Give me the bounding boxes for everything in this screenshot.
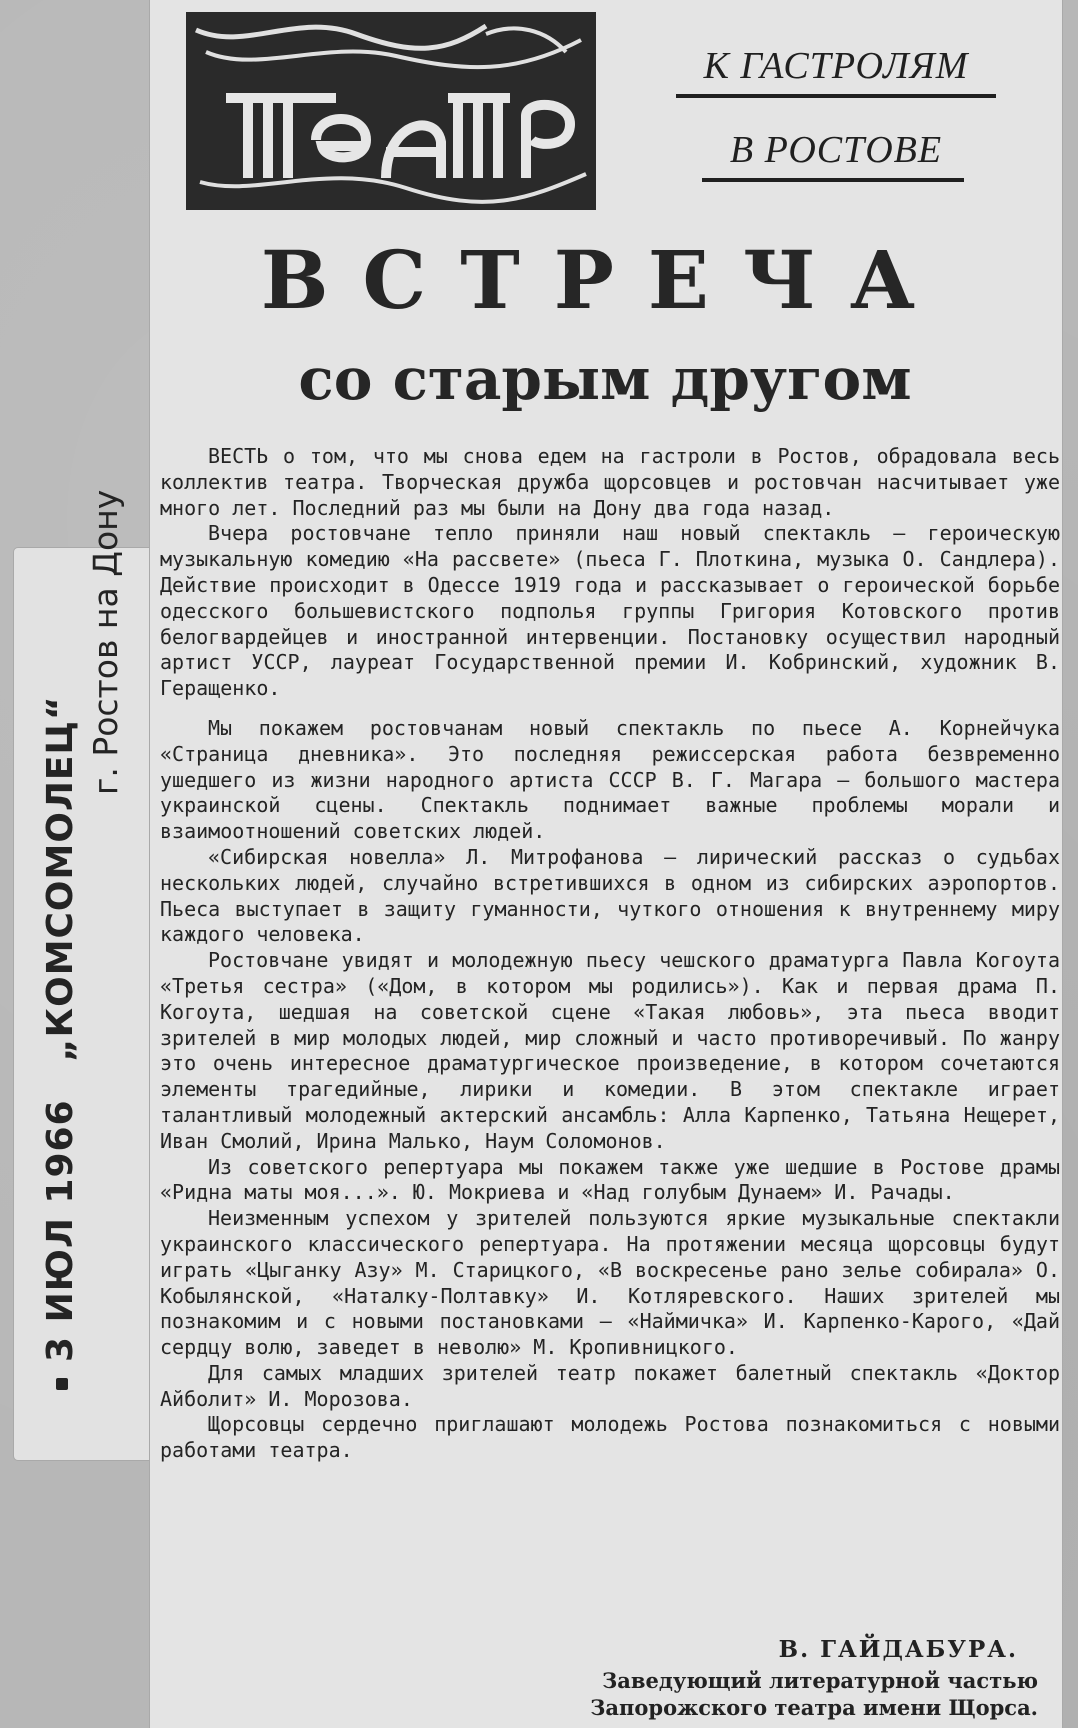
paragraph-7: Неизменным успехом у зрителей пользуются яркие музыкальные спектакли украинского классического репертуара. На протяжении месяца щорсовцы будут играть «Цыганку Азу» М. Старицкого, «В воскресенье рано зелье собирала» О. Кобылянской, «Наталку-Полтавку» И. Котляревского. Наших зрителей мы познакомим и с новыми постановками — «Наймичка» И. Карпенко-Карого, «Дай сердцу волю, заведет в неволю» М. Кропивницкого.	[160, 1206, 1060, 1360]
stamp-bullet	[56, 1378, 68, 1390]
paragraph-1: ВЕСТЬ о том, что мы снова едем на гастроли в Ростов, обрадовала весь коллектив театра. Творческая дружба щорсовцев и ростовчан насчитывает уже много лет. Последний раз мы были на Дону два года назад.	[160, 444, 1060, 520]
author-role: Заведующий литературной частью	[602, 1668, 1038, 1693]
headline: ВСТРЕЧА	[260, 233, 950, 327]
stamp-line	[40, 695, 81, 1390]
article-body	[160, 444, 1060, 1464]
author-organization: Запорожского театра имени Щорса.	[590, 1695, 1038, 1720]
rubric-underline-2	[702, 178, 964, 182]
stamp-date: 3 ИЮЛ 1966	[40, 1099, 81, 1362]
theatre-logo	[186, 12, 596, 210]
paragraph-2: Вчера ростовчане тепло приняли наш новый спектакль — героическую музыкальную комедию «На рассвете» (пьеса Г. Плоткина, музыка О. Сандлера). Действие происходит в Одессе 1919 года и рассказывает о героической борьбе одесского большевистского подполья группы Григория Котовского против белогвардейцев и иностранной интервенции. Постановку осуществил народный артист УССР, лауреат Государственной премии И. Кобринский, художник В. Геращенко.	[160, 521, 1060, 701]
stamp-paper: „КОМСОМОЛЕЦ“	[40, 695, 81, 1062]
paragraph-3: Мы покажем ростовчанам новый спектакль по пьесе А. Корнейчука «Страница дневника». Это последняя режиссерская работа безвременно ушедшего из жизни народного артиста СССР В. Г. Магара — большого мастера украинской сцены. Спектакль поднимает важные проблемы морали и взаимоотношений советских людей.	[160, 715, 1060, 844]
paragraph-9: Щорсовцы сердечно приглашают молодежь Ростова познакомиться с новыми работами театра.	[160, 1412, 1060, 1463]
subheadline: со старым другом	[298, 345, 912, 413]
stamp-city: г. Ростов на Дону	[86, 489, 125, 795]
paragraph-4: «Сибирская новелла» Л. Митрофанова — лирический рассказ о судьбах нескольких людей, случайно встретившихся в одном из сибирских аэропортов. Пьеса выступает в защиту гуманности, чуткого отношения к внутреннему миру каждого человека.	[160, 844, 1060, 947]
rubric-line-1: К ГАСТРОЛЯМ	[703, 45, 969, 87]
author-name: В. ГАЙДАБУРА.	[778, 1636, 1018, 1663]
rubric-underline-1	[676, 94, 996, 98]
archive-stamp	[40, 190, 140, 1390]
signature	[590, 1636, 1038, 1721]
paragraph-8: Для самых младших зрителей театр покажет балетный спектакль «Доктор Айболит» И. Морозова.	[160, 1360, 1060, 1411]
rubric-line-2: В РОСТОВЕ	[729, 129, 943, 171]
paragraph-5: Ростовчане увидят и молодежную пьесу чешского драматурга Павла Когоута «Третья сестра» («Дом, в котором мы родились»). Как и первая драма П. Когоута, шедшая на советской сцене «Такая любовь», эта пьеса вводит зрителей в мир молодых людей, мир сложный и часто противоречивый. По жанру это очень интересное драматургическое произведение, в котором сочетаются элементы трагедийные, лирики и комедии. В этом спектакле играет талантливый молодежный актерский ансамбль: Алла Карпенко, Татьяна Нещерет, Иван Смолий, Ирина Малько, Наум Соломонов.	[160, 948, 1060, 1153]
paragraph-6: Из советского репертуара мы покажем также уже шедшие в Ростове драмы «Ридна маты моя...». Ю. Мокриева и «Над голубым Дунаем» И. Рачады.	[160, 1154, 1060, 1205]
